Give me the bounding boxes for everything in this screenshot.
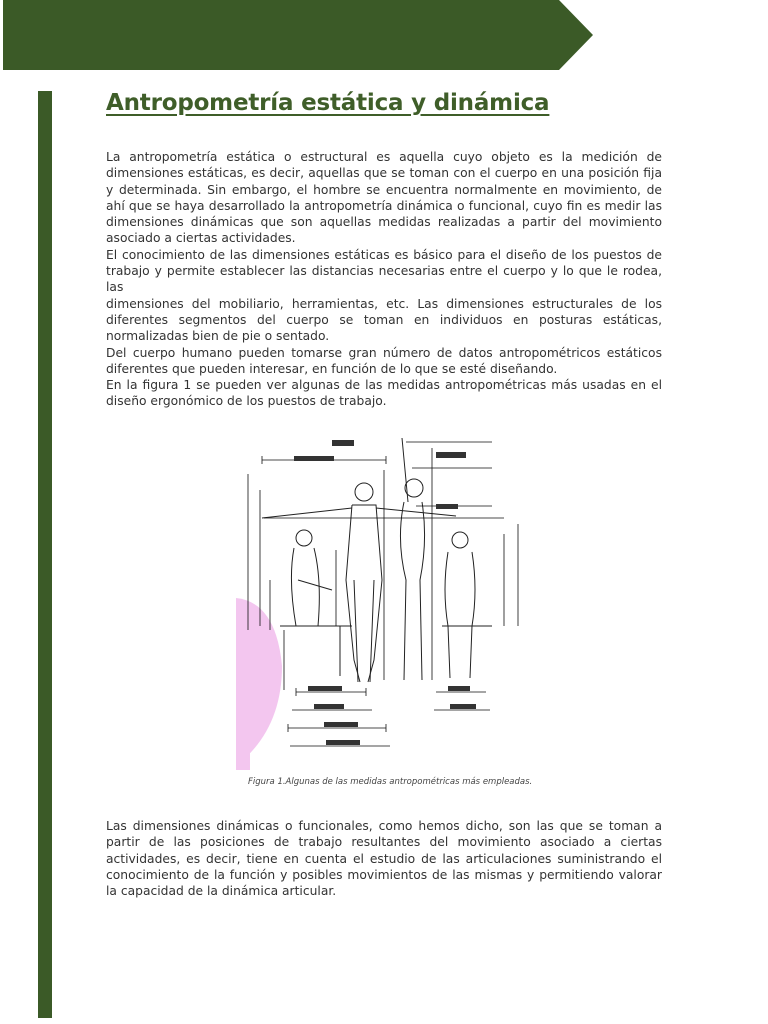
paragraph: Del cuerpo humano pueden tomarse gran número de datos antropométricos estáticos diferentes que pueden interesar, en función de lo que se esté diseñando. [106,345,662,376]
intro-text [106,149,662,410]
paragraph: dimensiones del mobiliario, herramientas, etc. Las dimensiones estructurales de los diferentes segmentos del cuerpo se toman en individuos en posturas estáticas, normalizadas bien de pie o sentado. [106,296,662,344]
closing-text [106,818,662,899]
sidebar-accent-bar [38,91,52,1018]
header-banner [3,0,593,70]
paragraph: El conocimiento de las dimensiones estáticas es básico para el diseño de los puestos de trabajo y permite establecer las distancias necesarias entre el cuerpo y lo que le rodea, las [106,247,662,295]
page-title: Antropometría estática y dinámica [106,90,550,116]
paragraph: En la figura 1 se pueden ver algunas de las medidas antropométricas más usadas en el diseño ergonómico de los puestos de trabajo. [106,378,662,409]
anthropometric-figure [236,430,532,778]
figure-caption: Figura 1.Algunas de las medidas antropométricas más empleadas. [248,777,533,787]
paragraph: La antropometría estática o estructural es aquella cuyo objeto es la medición de dimensiones estáticas, es decir, aquellas que se toman con el cuerpo en una posición fija y determinada. Sin embargo, el hombre se encuentra normalmente en movimiento, de ahí que se haya desarrollado la antropometría dinámica o funcional, cuyo fin es medir las dimensiones dinámicas que son aquellas medidas realizadas a partir del movimiento asociado a ciertas actividades. [106,150,662,246]
paragraph: Las dimensiones dinámicas o funcionales, como hemos dicho, son las que se toman a partir de las posiciones de trabajo resultantes del movimiento asociado a ciertas actividades, es decir, tiene en cuenta el estudio de las articulaciones suministrando el conocimiento de la función y posibles movimientos de las mismas y permitiendo valorar la capacidad de la dinámica articular. [106,819,662,899]
